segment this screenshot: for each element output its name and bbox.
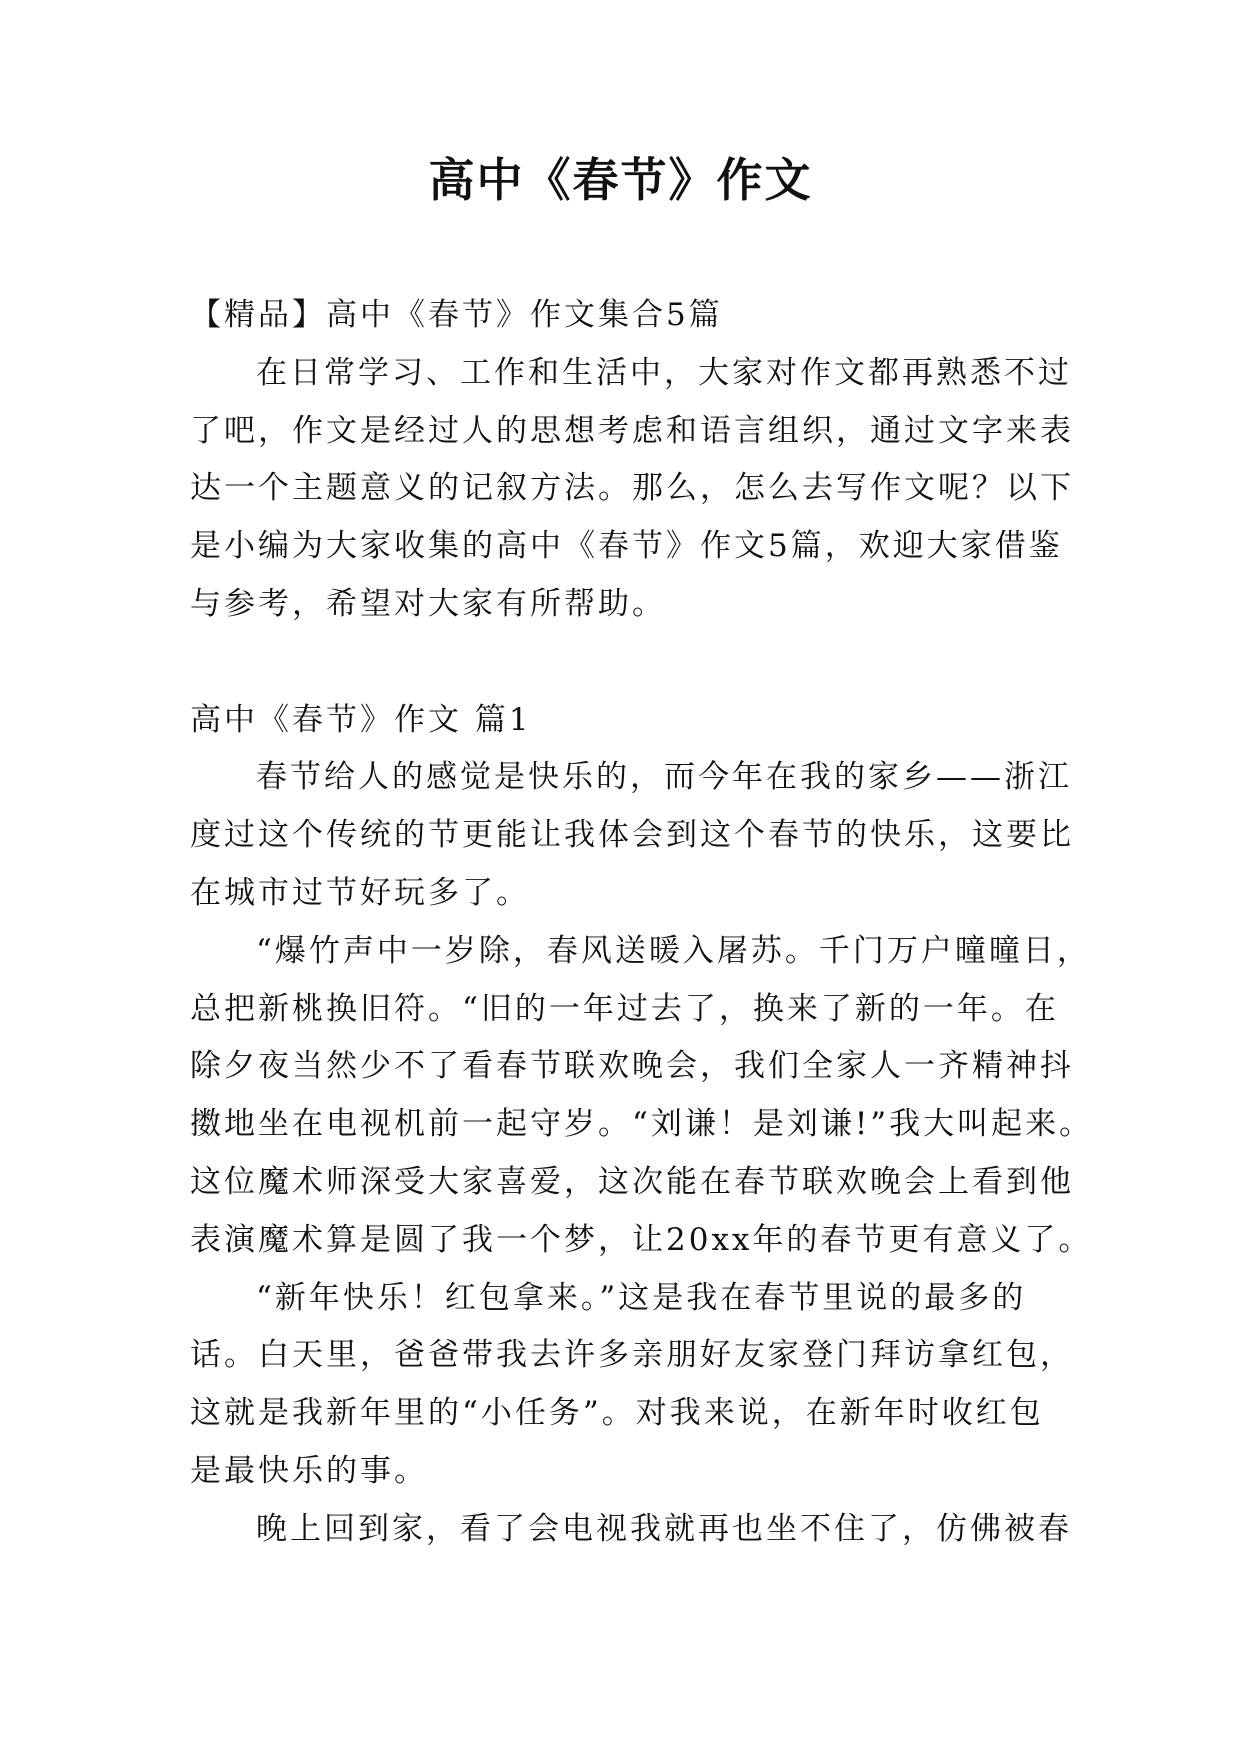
paragraph-line: 春节给人的感觉是快乐的，而今年在我的家乡——浙江 [256,759,1072,796]
page-title: 高中《春节》作文 [428,153,813,207]
intro-line: 在日常学习、工作和生活中，大家对作文都再熟悉不过 [256,354,1072,391]
intro-line: 与参考，希望对大家有所帮助。 [190,585,666,622]
paragraph-line: “爆竹声中一岁除，春风送暖入屠苏。千门万户曈曈日， [256,932,1091,969]
paragraph-line: 擞地坐在电视机前一起守岁。“刘谦！是刘谦!”我大叫起来。 [190,1106,1094,1143]
paragraph-line: “新年快乐！红包拿来。”这是我在春节里说的最多的 [256,1279,1027,1316]
paragraph-line: 这就是我新年里的“小任务”。对我来说，在新年时收红包 [190,1395,1044,1432]
intro-line: 是小编为大家收集的高中《春节》作文5篇，欢迎大家借鉴 [190,528,1063,565]
section-heading: 高中《春节》作文 篇1 [190,701,532,738]
subtitle: 【精品】高中《春节》作文集合5篇 [190,297,723,333]
paragraph-line: 度过这个传统的节更能让我体会到这个春节的快乐，这要比 [190,817,1074,854]
paragraph-line: 总把新桃换旧符。“旧的一年过去了，换来了新的一年。在 [190,990,1059,1027]
intro-line: 达一个主题意义的记叙方法。那么，怎么去写作文呢？以下 [190,470,1074,507]
paragraph-line: 是最快乐的事。 [190,1452,428,1489]
document-body [190,287,1094,1559]
intro-line: 了吧，作文是经过人的思想考虑和语言组织，通过文字来表 [190,412,1074,449]
paragraph-gap [190,634,1060,692]
paragraph-line: 在城市过节好玩多了。 [190,874,530,911]
paragraph-line: 话。白天里，爸爸带我去许多亲朋好友家登门拜访拿红包， [190,1337,1074,1374]
paragraph-line: 晚上回到家，看了会电视我就再也坐不住了，仿佛被春 [256,1510,1072,1547]
paragraph-line: 这位魔术师深受大家喜爱，这次能在春节联欢晚会上看到他 [190,1163,1074,1200]
paragraph-line: 表演魔术算是圆了我一个梦，让20xx年的春节更有意义了。 [190,1221,1093,1258]
paragraph-line: 除夕夜当然少不了看春节联欢晚会，我们全家人一齐精神抖 [190,1048,1074,1085]
